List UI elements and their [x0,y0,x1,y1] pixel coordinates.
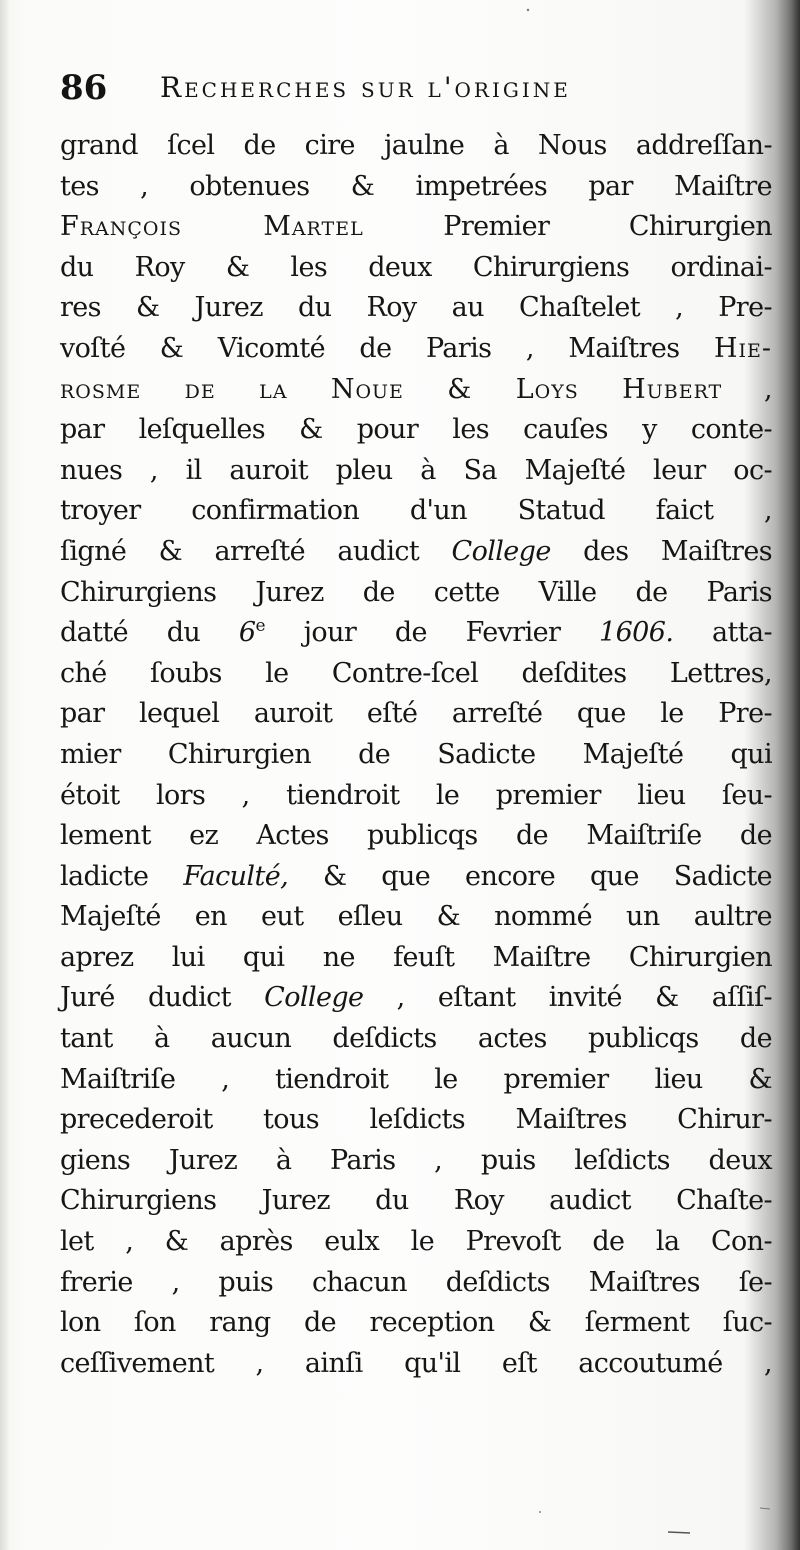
text-line [60,694,772,735]
text-line [60,816,772,857]
text-fragment: lon ſon rang de reception & ſerment ſuc- [60,1307,772,1339]
text-line [60,126,772,167]
text-line [60,1181,772,1222]
text-fragment: let , & après eulx le Prevoſt de la Con- [60,1226,772,1258]
text-line [60,1141,772,1182]
text-fragment: tes , obtenues & impetrées par Maiſtre [60,170,772,202]
text-fragment: 1606. [599,617,674,649]
text-fragment: giens Jurez à Paris , puis leſdicts deux [60,1144,772,1176]
page-number: 86 [60,68,108,108]
text-fragment: datté du [60,617,239,649]
text-fragment: ladicte [60,860,184,892]
text-line [60,532,772,573]
text-fragment: e [255,616,265,637]
text-fragment: Chirurgiens Jurez de cette Ville de Paris [60,576,772,608]
text-fragment: tant à aucun deſdicts actes publicqs de [60,1023,772,1055]
text-fragment: ché ſoubs le Contre-ſcel deſdites Lettres, [60,657,772,689]
text-line [60,978,772,1019]
text-fragment: aprez lui qui ne feuſt Maiſtre Chirurgien [60,941,772,973]
text-fragment: Faculté, [183,860,289,892]
page-edge-shadow [0,0,10,1550]
text-fragment: precederoit tous leſdicts Maiſtres Chirur- [60,1104,772,1136]
text-line [60,370,772,411]
text-line [60,1303,772,1344]
text-line [60,288,772,329]
text-line [60,573,772,614]
text-line [60,207,772,248]
text-fragment: Chirurgiens Jurez du Roy audict Chaſte- [60,1185,772,1217]
text-fragment: , [722,373,772,405]
text-fragment: & que encore que Sadicte [288,860,773,892]
text-fragment: College [451,535,551,567]
text-fragment: jour de Fevrier [264,617,599,649]
text-line [60,410,772,451]
text-fragment: nues , il auroit pleu à Sa Majeſté leur oc- [60,454,772,486]
text-fragment: rosme de la Noue & Loys Hubert [60,373,723,405]
text-fragment: ceſſivement , ainſi qu'il eſt accoutumé , [60,1347,772,1379]
text-fragment: mier Chirurgien de Sadicte Majeſté qui [60,738,772,770]
text-line [60,491,772,532]
text-fragment: du Roy & les deux Chirurgiens ordinai- [60,251,772,283]
text-fragment: lement ez Actes publicqs de Maiſtriſe de [60,820,772,852]
text-fragment: College [264,982,364,1014]
text-fragment: étoit lors , tiendroit le premier lieu ſeu- [60,779,772,811]
text-fragment: voſté & Vicomté de Paris , Maiſtres [60,332,714,364]
page-header [60,66,760,110]
text-line [60,1019,772,1060]
text-fragment: Juré dudict [60,982,265,1014]
text-line [60,654,772,695]
text-fragment: ſigné & arreſté audict [60,535,452,567]
text-line [60,167,772,208]
text-line [60,1263,772,1304]
text-line [60,329,772,370]
text-fragment: atta- [673,617,772,649]
text-line [60,776,772,817]
running-head: Recherches sur l'origine [160,71,571,104]
text-fragment: par lequel auroit eſté arreſté que le Pre- [60,698,772,730]
text-fragment: , eſtant invité & aſſiſ- [363,982,772,1014]
text-line [60,1344,772,1385]
text-fragment: Maiſtriſe , tiendroit le premier lieu & [60,1063,772,1095]
text-fragment: par leſquelles & pour les cauſes y conte- [60,414,772,446]
text-line [60,1060,772,1101]
text-line [60,735,772,776]
text-line [60,1222,772,1263]
text-fragment: grand ſcel de cire jaulne à Nous addreſſan- [60,130,772,161]
text-fragment: res & Jurez du Roy au Chaſtelet , Pre- [60,292,772,324]
text-fragment: François Martel [60,211,364,243]
text-fragment: Majeſté en eut eſleu & nommé un aultre [60,901,772,933]
text-fragment: des Maiſtres [550,535,772,567]
text-fragment: frerie , puis chacun deſdicts Maiſtres ſe- [60,1266,772,1298]
text-line [60,451,772,492]
text-fragment: troyer confirmation d'un Statud faict , [60,495,772,527]
text-line [60,1100,772,1141]
text-line [60,857,772,898]
text-line [60,613,772,654]
text-fragment: 6 [238,617,256,649]
gutter-shadow [776,0,800,1550]
text-fragment: Premier Chirurgien [363,211,772,243]
body-text [60,126,772,1384]
text-line [60,248,772,289]
text-line [60,938,772,979]
text-line [60,897,772,938]
text-fragment: Hie- [713,332,772,364]
